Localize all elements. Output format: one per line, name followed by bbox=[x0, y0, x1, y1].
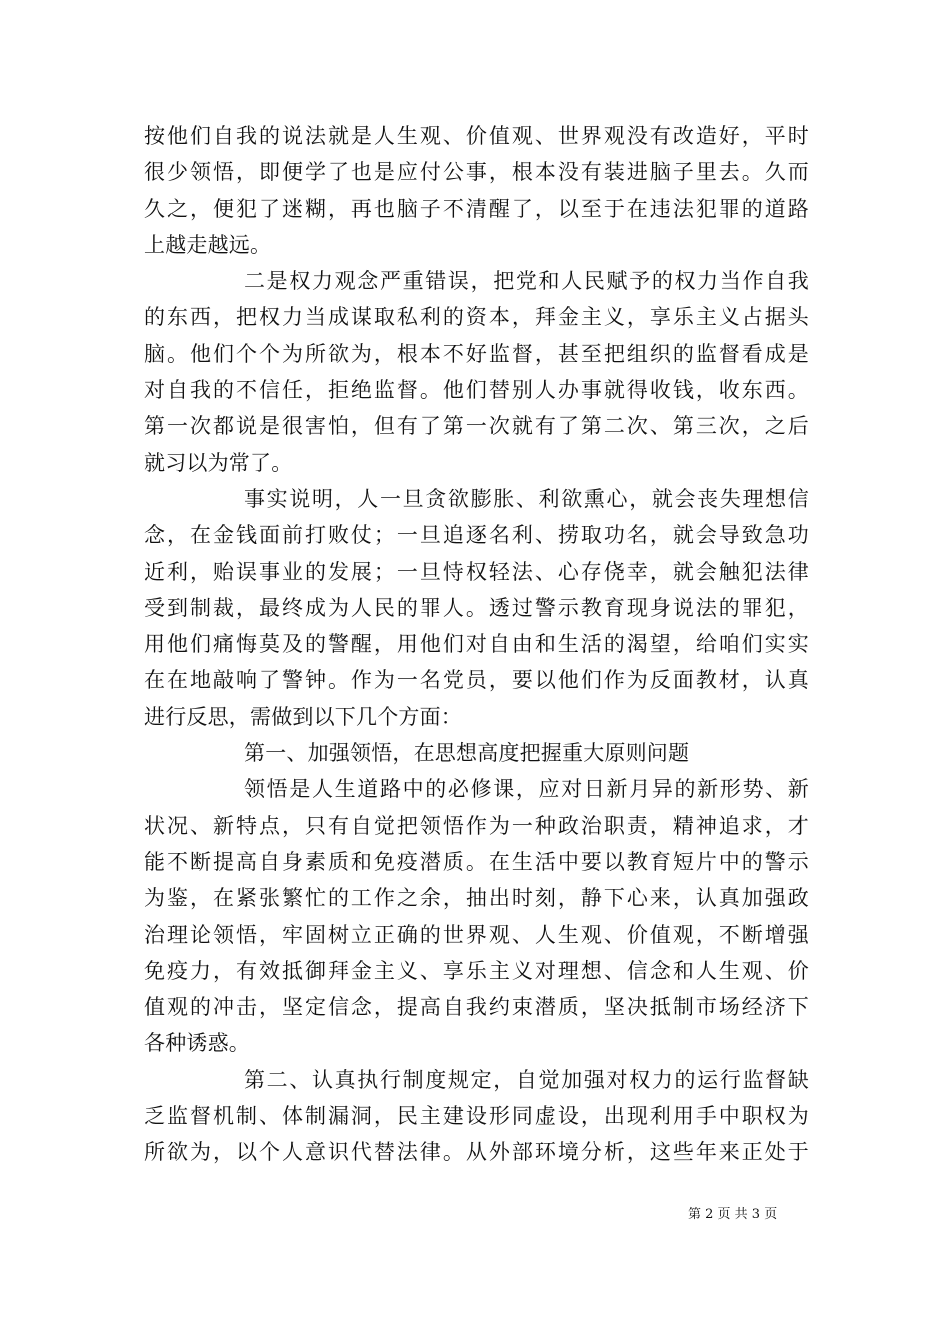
text-line: 对自我的不信任，拒绝监督。他们替别人办事就得收钱，收东西。 bbox=[144, 378, 809, 403]
heading-text: 第一、加强领悟，在思想高度把握重大原则问题 bbox=[244, 741, 690, 766]
text-line: 值观的冲击，坚定信念，提高自我约束潜质，坚决抵制市场经济下 bbox=[144, 995, 809, 1020]
text-line: 在在地敲响了警钟。作为一名党员，要以他们作为反面教材，认真 bbox=[144, 668, 809, 693]
text-line: 领悟是人生道路中的必修课，应对日新月异的新形势、新 bbox=[244, 777, 809, 802]
text-line: 二是权力观念严重错误，把党和人民赋予的权力当作自我 bbox=[244, 269, 809, 294]
text-line: 乏监督机制、体制漏洞，民主建设形同虚设，出现利用手中职权为 bbox=[144, 1104, 809, 1129]
text-line: 上越走越远。 bbox=[144, 232, 272, 257]
text-line: 各种诱惑。 bbox=[144, 1031, 250, 1056]
text-line: 第一次都说是很害怕，但有了第一次就有了第二次、第三次，之后 bbox=[144, 414, 809, 439]
text-line: 很少领悟，即便学了也是应付公事，根本没有装进脑子里去。久而 bbox=[144, 160, 809, 185]
text-line: 进行反思，需做到以下几个方面： bbox=[144, 704, 462, 729]
text-line: 的东西，把权力当成谋取私利的资本，拜金主义，享乐主义占据头 bbox=[144, 305, 809, 330]
text-line: 第二、认真执行制度规定，自觉加强对权力的运行监督缺 bbox=[244, 1067, 809, 1092]
text-line: 事实说明，人一旦贪欲膨胀、利欲熏心，就会丧失理想信 bbox=[244, 486, 809, 511]
text-line: 用他们痛悔莫及的警醒，用他们对自由和生活的渴望，给咱们实实 bbox=[144, 632, 809, 657]
text-line: 就习以为常了。 bbox=[144, 450, 293, 475]
text-line: 近利，贻误事业的发展；一旦恃权轻法、心存侥幸，就会触犯法律 bbox=[144, 559, 809, 584]
page-number-footer: 第 2 页 共 3 页 bbox=[688, 1207, 778, 1222]
paragraph-2 bbox=[144, 263, 809, 481]
text-line: 状况、新特点，只有自觉把领悟作为一种政治职责，精神追求，才 bbox=[144, 813, 809, 838]
text-line: 久之，便犯了迷糊，再也脑子不清醒了，以至于在违法犯罪的道路 bbox=[144, 196, 809, 221]
paragraph-4 bbox=[144, 771, 809, 1061]
paragraph-5 bbox=[144, 1062, 809, 1171]
document-body bbox=[144, 118, 809, 1171]
section-heading-1 bbox=[144, 735, 809, 771]
paragraph-1 bbox=[144, 118, 809, 263]
text-line: 受到制裁，最终成为人民的罪人。透过警示教育现身说法的罪犯， bbox=[144, 595, 809, 620]
text-line: 为鉴，在紧张繁忙的工作之余，抽出时刻，静下心来，认真加强政 bbox=[144, 886, 809, 911]
text-line: 念，在金钱面前打败仗；一旦追逐名利、捞取功名，就会导致急功 bbox=[144, 523, 809, 548]
text-line: 按他们自我的说法就是人生观、价值观、世界观没有改造好，平时 bbox=[144, 124, 809, 148]
text-line: 免疫力，有效抵御拜金主义、享乐主义对理想、信念和人生观、价 bbox=[144, 958, 809, 983]
text-line: 治理论领悟，牢固树立正确的世界观、人生观、价值观，不断增强 bbox=[144, 922, 809, 947]
text-line: 能不断提高自身素质和免疫潜质。在生活中要以教育短片中的警示 bbox=[144, 849, 809, 874]
paragraph-3 bbox=[144, 481, 809, 735]
text-line: 脑。他们个个为所欲为，根本不好监督，甚至把组织的监督看成是 bbox=[144, 341, 809, 366]
text-line: 所欲为，以个人意识代替法律。从外部环境分析，这些年来正处于 bbox=[144, 1140, 809, 1165]
